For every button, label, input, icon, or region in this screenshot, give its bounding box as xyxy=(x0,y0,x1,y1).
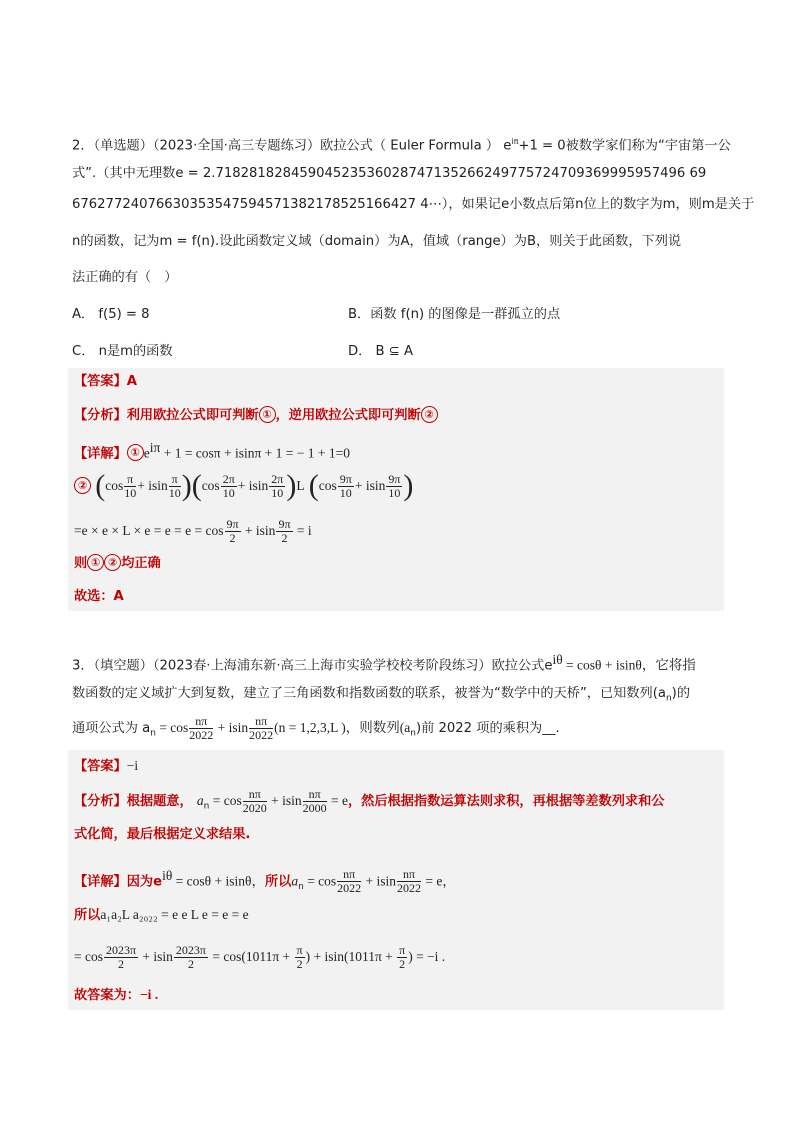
subscript: n xyxy=(410,728,416,739)
subscript: n xyxy=(203,801,210,812)
q3-text: 数函数的定义域扩大到复数，建立了三角函数和指数函数的联系，被誉为“数学中的天桥”，已知数列(a xyxy=(72,686,666,701)
circle-1: ① xyxy=(127,444,144,461)
detail-tag: 【详解】 xyxy=(74,874,127,890)
math: = cos xyxy=(303,873,337,889)
fraction: $\frac{\pi}{10}$ xyxy=(124,471,137,500)
q2-line-1 xyxy=(72,132,731,156)
q2-line-3: 67627724076630353547594571382178525166427 4⋯），如果记e小数点后第n位上的数字为m，则m是关于 xyxy=(72,197,755,212)
q3-answer xyxy=(74,756,138,777)
analysis-tag: 【分析】 xyxy=(74,794,127,809)
fraction: $\frac{n\pi}{2000}$ xyxy=(302,786,327,815)
isin: + isin xyxy=(354,478,386,493)
circle-2: ② xyxy=(104,554,121,571)
math: = i xyxy=(293,523,312,538)
q3-detail-line-1 xyxy=(74,860,456,903)
cos: cos xyxy=(318,478,337,493)
fraction: $\frac{n\pi}{2022}$ xyxy=(397,866,422,895)
q2-line-4: n的函数，记为m = f(n).设此函数定义域（domain）为A，值域（range）为B，则关于此函数，下列说 xyxy=(72,234,682,249)
math: a xyxy=(291,873,299,889)
q3-line-2 xyxy=(72,684,690,709)
q2-answer: 【答案】A xyxy=(74,374,137,389)
fraction: $\frac{9\pi}{2}$ xyxy=(226,516,239,545)
exponent: iθ xyxy=(552,652,563,667)
q3-text: 3．（填空题）（2023春·上海浦东新·高三上海市实验学校校考阶段练习）欧拉公式e xyxy=(72,658,553,674)
q2-option-a: A． f(5) = 8 xyxy=(72,307,150,322)
q2-line-5: 法正确的有（ ） xyxy=(72,270,178,285)
detail-text: 所以 xyxy=(264,874,292,890)
fraction: $\frac{2023\pi}{2}$ xyxy=(175,942,206,971)
math: (n = 1,2,3,L )，则数列(a xyxy=(274,720,411,735)
q2-conclusion xyxy=(74,554,161,574)
q2-line-2: 式”.（其中无理数e = 2.71828182845904523536028747135266249775724709369995957496 69 xyxy=(72,166,707,181)
fraction: $\frac{\pi}{2}$ xyxy=(296,942,303,971)
fraction: $\frac{9\pi}{2}$ xyxy=(278,516,291,545)
analysis-text: ，逆用欧拉公式即可判断 xyxy=(275,408,421,423)
math: = cos xyxy=(209,793,242,808)
fraction: $\frac{n\pi}{2022}$ xyxy=(337,866,362,895)
isin: + isin xyxy=(237,478,269,493)
circle-1: ① xyxy=(87,554,104,571)
q2-analysis xyxy=(74,406,438,426)
math: = cos xyxy=(155,720,189,735)
q2-detail-line-1 xyxy=(74,438,350,464)
subscript: n xyxy=(150,728,156,739)
math: + 1 = cosπ + isinπ + 1 = − 1 + 1=0 xyxy=(160,445,350,461)
answer-value: −i xyxy=(126,758,139,773)
fraction: $\frac{\pi}{2}$ xyxy=(399,942,406,971)
conclusion-text: 则 xyxy=(74,556,88,571)
cos: cos xyxy=(201,478,220,493)
analysis-text: ，然后根据指数运算法则求积，再根据等差数列求和公 xyxy=(347,794,665,809)
math: a₁a₂L a₂₀₂₂ = e e L e = e = e xyxy=(100,907,249,922)
exponent: iπ xyxy=(149,440,161,455)
fraction: $\frac{n\pi}{2022}$ xyxy=(189,713,214,742)
conclusion-text: 均正确 xyxy=(121,556,161,571)
math: e xyxy=(143,445,150,461)
dots: L xyxy=(296,478,305,493)
circle-2: ② xyxy=(421,406,438,423)
fraction: $\frac{2023\pi}{2}$ xyxy=(105,942,137,971)
math: × e × L × e = e = e = cos xyxy=(87,523,224,538)
circle-2: ② xyxy=(74,477,91,494)
final-tag: 故答案为： xyxy=(74,988,140,1003)
detail-tag: 【详解】 xyxy=(74,446,127,462)
subscript: n xyxy=(665,693,672,704)
detail-text: 因为e xyxy=(126,874,163,890)
q3-text: 通项公式为 a xyxy=(72,721,151,736)
math: + isin xyxy=(241,523,276,538)
exponent: iθ xyxy=(162,868,173,883)
circle-1: ① xyxy=(259,406,276,423)
math: =e xyxy=(74,523,88,538)
fraction: $\frac{2\pi}{10}$ xyxy=(222,471,235,500)
q2-option-c: C． n是m的函数 xyxy=(72,344,173,359)
q2-text: 2．（单选题）（2023·全国·高三专题练习）欧拉公式（ Euler Formula ） e xyxy=(72,138,512,154)
q2-option-b: B．函数 f(n) 的图像是一群孤立的点 xyxy=(348,307,561,322)
q3-text: )的 xyxy=(671,686,691,701)
q3-final xyxy=(74,985,158,1006)
math: + isin xyxy=(139,949,173,964)
analysis-tag: 【分析】 xyxy=(74,408,127,423)
math: = cos(1011π + xyxy=(208,949,294,964)
math: + isin xyxy=(362,873,397,889)
analysis-text: 利用欧拉公式即可判断 xyxy=(126,408,259,423)
q2-exponent: iπ xyxy=(511,137,519,146)
q3-line-3 xyxy=(72,712,560,750)
q2-option-d: D． B ⊆ A xyxy=(348,344,414,359)
math: = cos xyxy=(74,949,103,964)
math: = e xyxy=(422,873,443,889)
q2-text: +1 = 0被数学家们称为“宇宙第一公 xyxy=(518,138,731,154)
q3-detail-line-2 xyxy=(74,905,249,926)
punctuation: ， xyxy=(442,874,456,890)
q3-text: )前 2022 项的乘积为__. xyxy=(415,721,560,736)
math: = e xyxy=(327,793,348,808)
isin: + isin xyxy=(137,478,168,493)
q3-line-1 xyxy=(72,650,696,676)
final-value: −i . xyxy=(139,987,159,1002)
analysis-text: 根据题意， xyxy=(126,794,193,809)
fraction: $\frac{n\pi}{2020}$ xyxy=(242,786,267,815)
q2-detail-line-2: ② (cos $\frac{\pi}{10}$ + isin $\frac{\pi}{10}$ )(cos $\frac{2\pi}{10}$ + isin $\frac{2\pi}{10}$ )L (cos $\frac{9\pi}{10}$ + isin $\frac{9\pi}{10}$ ) xyxy=(74,468,413,505)
subscript: n xyxy=(298,882,304,893)
math: ) + isin(1011π + xyxy=(305,949,397,964)
detail-text: 所以 xyxy=(74,908,101,923)
q2-choose: 故选：A xyxy=(74,589,124,604)
fraction: $\frac{9\pi}{10}$ xyxy=(339,471,352,500)
q3-detail-line-3 xyxy=(74,940,445,975)
math: = cosθ + isinθ，它将指 xyxy=(562,657,696,673)
q3-analysis-line-2: 式化简，最后根据定义求结果. xyxy=(74,827,251,842)
math: = cosθ + isinθ， xyxy=(172,873,265,889)
answer-tag: 【答案】 xyxy=(74,759,127,774)
fraction: $\frac{\pi}{10}$ xyxy=(168,471,181,500)
math: + isin xyxy=(267,793,302,808)
q2-detail-line-3 xyxy=(74,516,312,547)
cos: cos xyxy=(105,478,124,493)
fraction: $\frac{n\pi}{2022}$ xyxy=(249,713,274,742)
fraction: $\frac{9\pi}{10}$ xyxy=(388,471,401,500)
math: a xyxy=(196,793,204,808)
math: + isin xyxy=(214,720,249,735)
math: ) = −i . xyxy=(408,949,446,964)
q3-analysis-line-1 xyxy=(74,785,664,823)
fraction: $\frac{2\pi}{10}$ xyxy=(271,471,284,500)
